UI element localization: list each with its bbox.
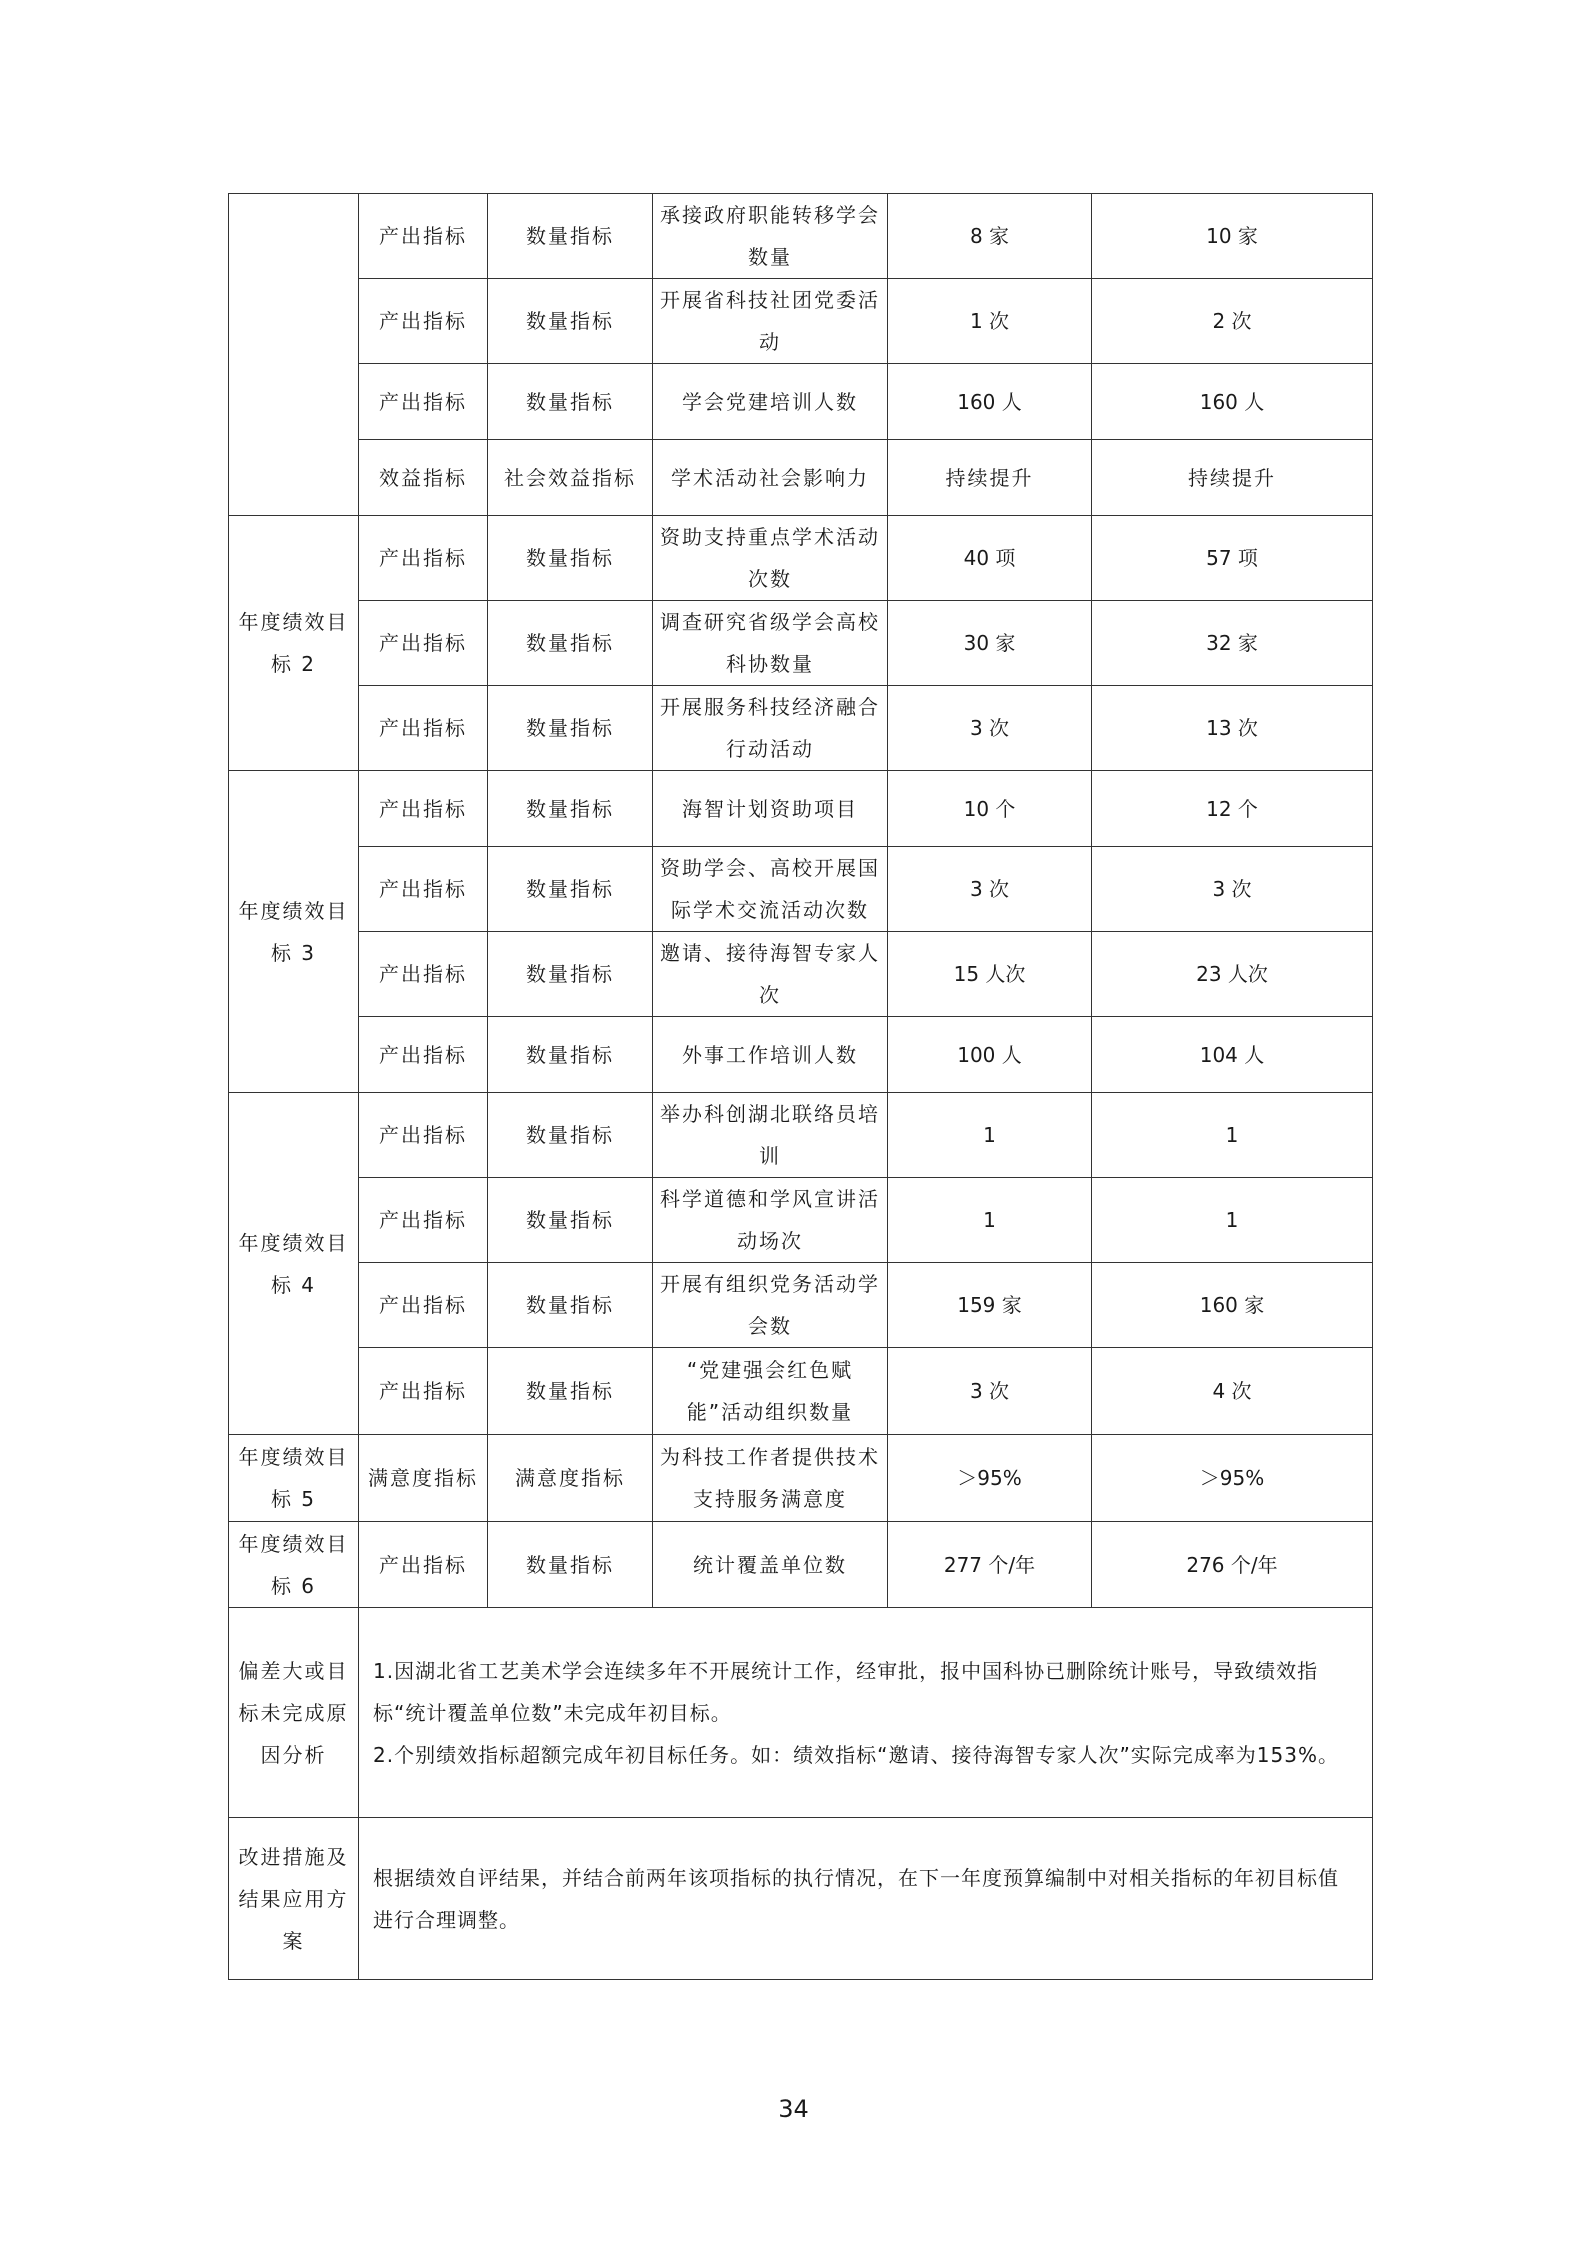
level1-cell: 产出指标: [359, 1017, 488, 1093]
table-row: [229, 1093, 1373, 1178]
indicator-cell: 举办科创湖北联络员培训: [653, 1093, 888, 1178]
level1-cell: 产出指标: [359, 686, 488, 771]
goal-cell-continued: [229, 194, 359, 516]
table-row: [229, 279, 1373, 364]
target-cell: 160 人: [888, 364, 1092, 440]
deviation-paragraph-2: 2.个别绩效指标超额完成年初目标任务。如：绩效指标“邀请、接待海智专家人次”实际完成率为153%。: [373, 1742, 1339, 1767]
table-row: [229, 440, 1373, 516]
target-cell: 40 项: [888, 516, 1092, 601]
indicator-cell: 海智计划资助项目: [653, 771, 888, 847]
level2-cell: 数量指标: [488, 364, 653, 440]
actual-cell: 276 个/年: [1092, 1522, 1373, 1608]
actual-cell: 160 家: [1092, 1263, 1373, 1348]
target-cell: 3 次: [888, 847, 1092, 932]
indicator-cell: 学术活动社会影响力: [653, 440, 888, 516]
level1-cell: 产出指标: [359, 847, 488, 932]
table-row: [229, 932, 1373, 1017]
actual-cell: 13 次: [1092, 686, 1373, 771]
level2-cell: 数量指标: [488, 686, 653, 771]
goal-cell: 年度绩效目标 6: [229, 1522, 359, 1608]
level1-cell: 满意度指标: [359, 1435, 488, 1522]
table-row: [229, 686, 1373, 771]
level1-cell: 产出指标: [359, 1263, 488, 1348]
table-row: [229, 194, 1373, 279]
level2-cell: 数量指标: [488, 847, 653, 932]
indicator-cell: 外事工作培训人数: [653, 1017, 888, 1093]
target-cell: 1: [888, 1093, 1092, 1178]
actual-cell: 12 个: [1092, 771, 1373, 847]
level2-cell: 数量指标: [488, 516, 653, 601]
table-row: [229, 601, 1373, 686]
level2-cell: 社会效益指标: [488, 440, 653, 516]
table-row: [229, 1522, 1373, 1608]
target-cell: 159 家: [888, 1263, 1092, 1348]
target-cell: 3 次: [888, 686, 1092, 771]
indicator-cell: 科学道德和学风宣讲活动场次: [653, 1178, 888, 1263]
goal-cell: 年度绩效目标 2: [229, 516, 359, 771]
actual-cell: 160 人: [1092, 364, 1373, 440]
indicator-cell: “党建强会红色赋能”活动组织数量: [653, 1348, 888, 1435]
page-number: 34: [778, 2095, 809, 2123]
target-cell: 1 次: [888, 279, 1092, 364]
actual-cell: 1: [1092, 1178, 1373, 1263]
table-row: [229, 1348, 1373, 1435]
target-cell: ＞95%: [888, 1435, 1092, 1522]
target-cell: 3 次: [888, 1348, 1092, 1435]
actual-cell: 23 人次: [1092, 932, 1373, 1017]
level2-cell: 数量指标: [488, 771, 653, 847]
indicator-cell: 开展省科技社团党委活动: [653, 279, 888, 364]
table-row: [229, 771, 1373, 847]
level2-cell: 数量指标: [488, 601, 653, 686]
level2-cell: 数量指标: [488, 1017, 653, 1093]
goal-cell: 年度绩效目标 5: [229, 1435, 359, 1522]
indicator-cell: 邀请、接待海智专家人次: [653, 932, 888, 1017]
actual-cell: 10 家: [1092, 194, 1373, 279]
level1-cell: 效益指标: [359, 440, 488, 516]
level2-cell: 数量指标: [488, 279, 653, 364]
indicator-cell: 开展有组织党务活动学会数: [653, 1263, 888, 1348]
table-row: [229, 1435, 1373, 1522]
level1-cell: 产出指标: [359, 932, 488, 1017]
table-row: [229, 1263, 1373, 1348]
actual-cell: 104 人: [1092, 1017, 1373, 1093]
level2-cell: 数量指标: [488, 1093, 653, 1178]
level2-cell: 数量指标: [488, 194, 653, 279]
target-cell: 277 个/年: [888, 1522, 1092, 1608]
improvement-label: 改进措施及结果应用方案: [229, 1818, 359, 1980]
level1-cell: 产出指标: [359, 1522, 488, 1608]
improvement-row: [229, 1818, 1373, 1980]
level2-cell: 数量指标: [488, 1263, 653, 1348]
goal-cell: 年度绩效目标 4: [229, 1093, 359, 1435]
actual-cell: 57 项: [1092, 516, 1373, 601]
actual-cell: 持续提升: [1092, 440, 1373, 516]
deviation-paragraph-1: 1.因湖北省工艺美术学会连续多年不开展统计工作，经审批，报中国科协已删除统计账号，导致绩效指标“统计覆盖单位数”未完成年初目标。: [373, 1658, 1319, 1725]
indicator-cell: 资助学会、高校开展国际学术交流活动次数: [653, 847, 888, 932]
level2-cell: 数量指标: [488, 1522, 653, 1608]
level2-cell: 数量指标: [488, 932, 653, 1017]
level2-cell: 数量指标: [488, 1178, 653, 1263]
level1-cell: 产出指标: [359, 1093, 488, 1178]
indicator-cell: 调查研究省级学会高校科协数量: [653, 601, 888, 686]
level2-cell: 数量指标: [488, 1348, 653, 1435]
target-cell: 10 个: [888, 771, 1092, 847]
deviation-content: [359, 1608, 1373, 1818]
indicator-cell: 学会党建培训人数: [653, 364, 888, 440]
table-row: [229, 1178, 1373, 1263]
actual-cell: 1: [1092, 1093, 1373, 1178]
level1-cell: 产出指标: [359, 194, 488, 279]
actual-cell: 32 家: [1092, 601, 1373, 686]
deviation-label: 偏差大或目标未完成原因分析: [229, 1608, 359, 1818]
improvement-content: 根据绩效自评结果，并结合前两年该项指标的执行情况，在下一年度预算编制中对相关指标的年初目标值进行合理调整。: [359, 1818, 1373, 1980]
table-row: [229, 516, 1373, 601]
level2-cell: 满意度指标: [488, 1435, 653, 1522]
target-cell: 持续提升: [888, 440, 1092, 516]
target-cell: 100 人: [888, 1017, 1092, 1093]
indicator-cell: 为科技工作者提供技术支持服务满意度: [653, 1435, 888, 1522]
table-row: [229, 364, 1373, 440]
level1-cell: 产出指标: [359, 601, 488, 686]
level1-cell: 产出指标: [359, 1178, 488, 1263]
level1-cell: 产出指标: [359, 516, 488, 601]
actual-cell: 2 次: [1092, 279, 1373, 364]
actual-cell: ＞95%: [1092, 1435, 1373, 1522]
level1-cell: 产出指标: [359, 771, 488, 847]
level1-cell: 产出指标: [359, 1348, 488, 1435]
goal-cell: 年度绩效目标 3: [229, 771, 359, 1093]
target-cell: 15 人次: [888, 932, 1092, 1017]
target-cell: 1: [888, 1178, 1092, 1263]
level1-cell: 产出指标: [359, 279, 488, 364]
table-row: [229, 847, 1373, 932]
indicator-cell: 开展服务科技经济融合行动活动: [653, 686, 888, 771]
actual-cell: 4 次: [1092, 1348, 1373, 1435]
indicator-cell: 资助支持重点学术活动次数: [653, 516, 888, 601]
performance-table: [228, 193, 1373, 1980]
table-row: [229, 1017, 1373, 1093]
indicator-cell: 承接政府职能转移学会数量: [653, 194, 888, 279]
actual-cell: 3 次: [1092, 847, 1373, 932]
deviation-row: [229, 1608, 1373, 1818]
target-cell: 30 家: [888, 601, 1092, 686]
target-cell: 8 家: [888, 194, 1092, 279]
indicator-cell: 统计覆盖单位数: [653, 1522, 888, 1608]
level1-cell: 产出指标: [359, 364, 488, 440]
